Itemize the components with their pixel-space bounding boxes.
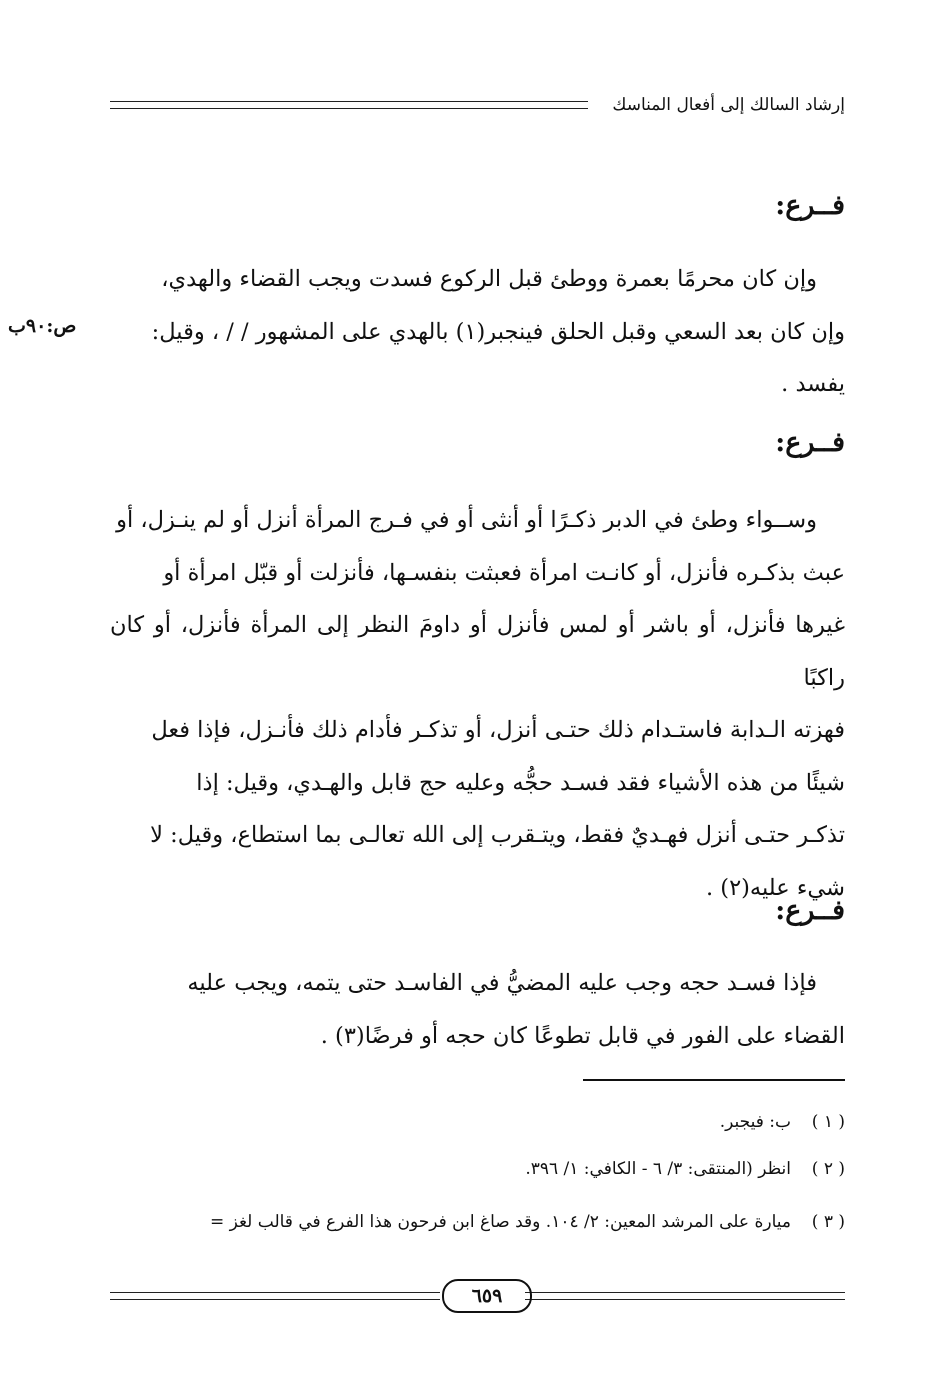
footnote-text: ب: فيجبر. [719, 1112, 791, 1132]
running-header [110, 92, 845, 122]
footnote-number: ( ١ ) [811, 1112, 845, 1132]
footnote-2 [525, 1159, 845, 1179]
footnote-separator [583, 1079, 845, 1081]
page-footer [110, 1283, 845, 1313]
section-3-body [110, 957, 845, 1062]
paragraph-line: فهزته الـدابة فاستـدام ذلك حتـى أنزل، أو تذكـر فأدام ذلك فأنـزل، فإذا فعل [151, 717, 845, 743]
section-title-3: فــرع: [775, 895, 845, 926]
paragraph-line: عبث بذكـره فأنزل، أو كانـت امرأة فعبثت بنفسـها، فأنزلت أو قبّل امرأة أو [163, 559, 845, 586]
footnote-text: ميارة على المرشد المعين: ٢/ ١٠٤. وقد صاغ ابن فرحون هذا الفرع في قالب لغز = [209, 1212, 791, 1232]
header-rule [110, 101, 588, 109]
paragraph-line: شيء عليه(٢) . [705, 874, 845, 901]
manuscript-page-note: ص:٩٠ب [8, 315, 77, 337]
book-title: إرشاد السالك إلى أفعال المناسك [612, 95, 845, 115]
paragraph-line: وســواء وطئ في الدبر ذكـرًا أو أنثى أو في فـرج المرأة أنزل أو لم ينـزل، أو [116, 507, 817, 533]
footnote-text: انظر (المنتقى: ٣/ ٦ - الكافي: ١/ ٣٩٦. [525, 1159, 791, 1179]
footer-rule-right [525, 1292, 845, 1300]
footnote-1 [720, 1112, 845, 1132]
paragraph-line: فإذا فسـد حجه وجب عليه المضيُّ في الفاسـد حتى يتمه، ويجب عليه [187, 970, 817, 996]
paragraph-line: وإن كان بعد السعي وقبل الحلق فينجبر(١) بالهدي على المشهور / / ، وقيل: [151, 318, 845, 345]
paragraph-line: غيرها فأنزل، أو باشر أو لمس فأنزل أو داومَ النظر إلى المرأة فأنزل، أو كان راكبًا [110, 612, 845, 691]
footer-rule-left [110, 1292, 440, 1300]
section-title-1: فــرع: [775, 190, 845, 221]
paragraph-line: شيئًا من هذه الأشياء فقد فسـد حجُّه وعليه حج قابل والهـدي، وقيل: إذا [196, 769, 845, 796]
section-title-2: فــرع: [775, 427, 845, 458]
paragraph-line: يفسد . [781, 371, 845, 397]
paragraph-line: وإن كان محرمًا بعمرة ووطئ قبل الركوع فسدت ويجب القضاء والهدي، [161, 266, 817, 292]
paragraph-line: تذكـر حتـى أنزل فهـديٌ فقط، ويتـقرب إلى الله تعالـى بما استطاع، وقيل: لا [150, 822, 845, 848]
page-number: ٦٥٩ [442, 1279, 532, 1313]
paragraph-line: القضاء على الفور في قابل تطوعًا كان حجه أو فرضًا(٣) . [320, 1022, 845, 1049]
footnote-3 [210, 1212, 845, 1232]
footnote-number: ( ٣ ) [811, 1212, 845, 1232]
section-2-body [110, 494, 845, 914]
section-1-body [110, 253, 845, 411]
footnote-number: ( ٢ ) [811, 1159, 845, 1179]
